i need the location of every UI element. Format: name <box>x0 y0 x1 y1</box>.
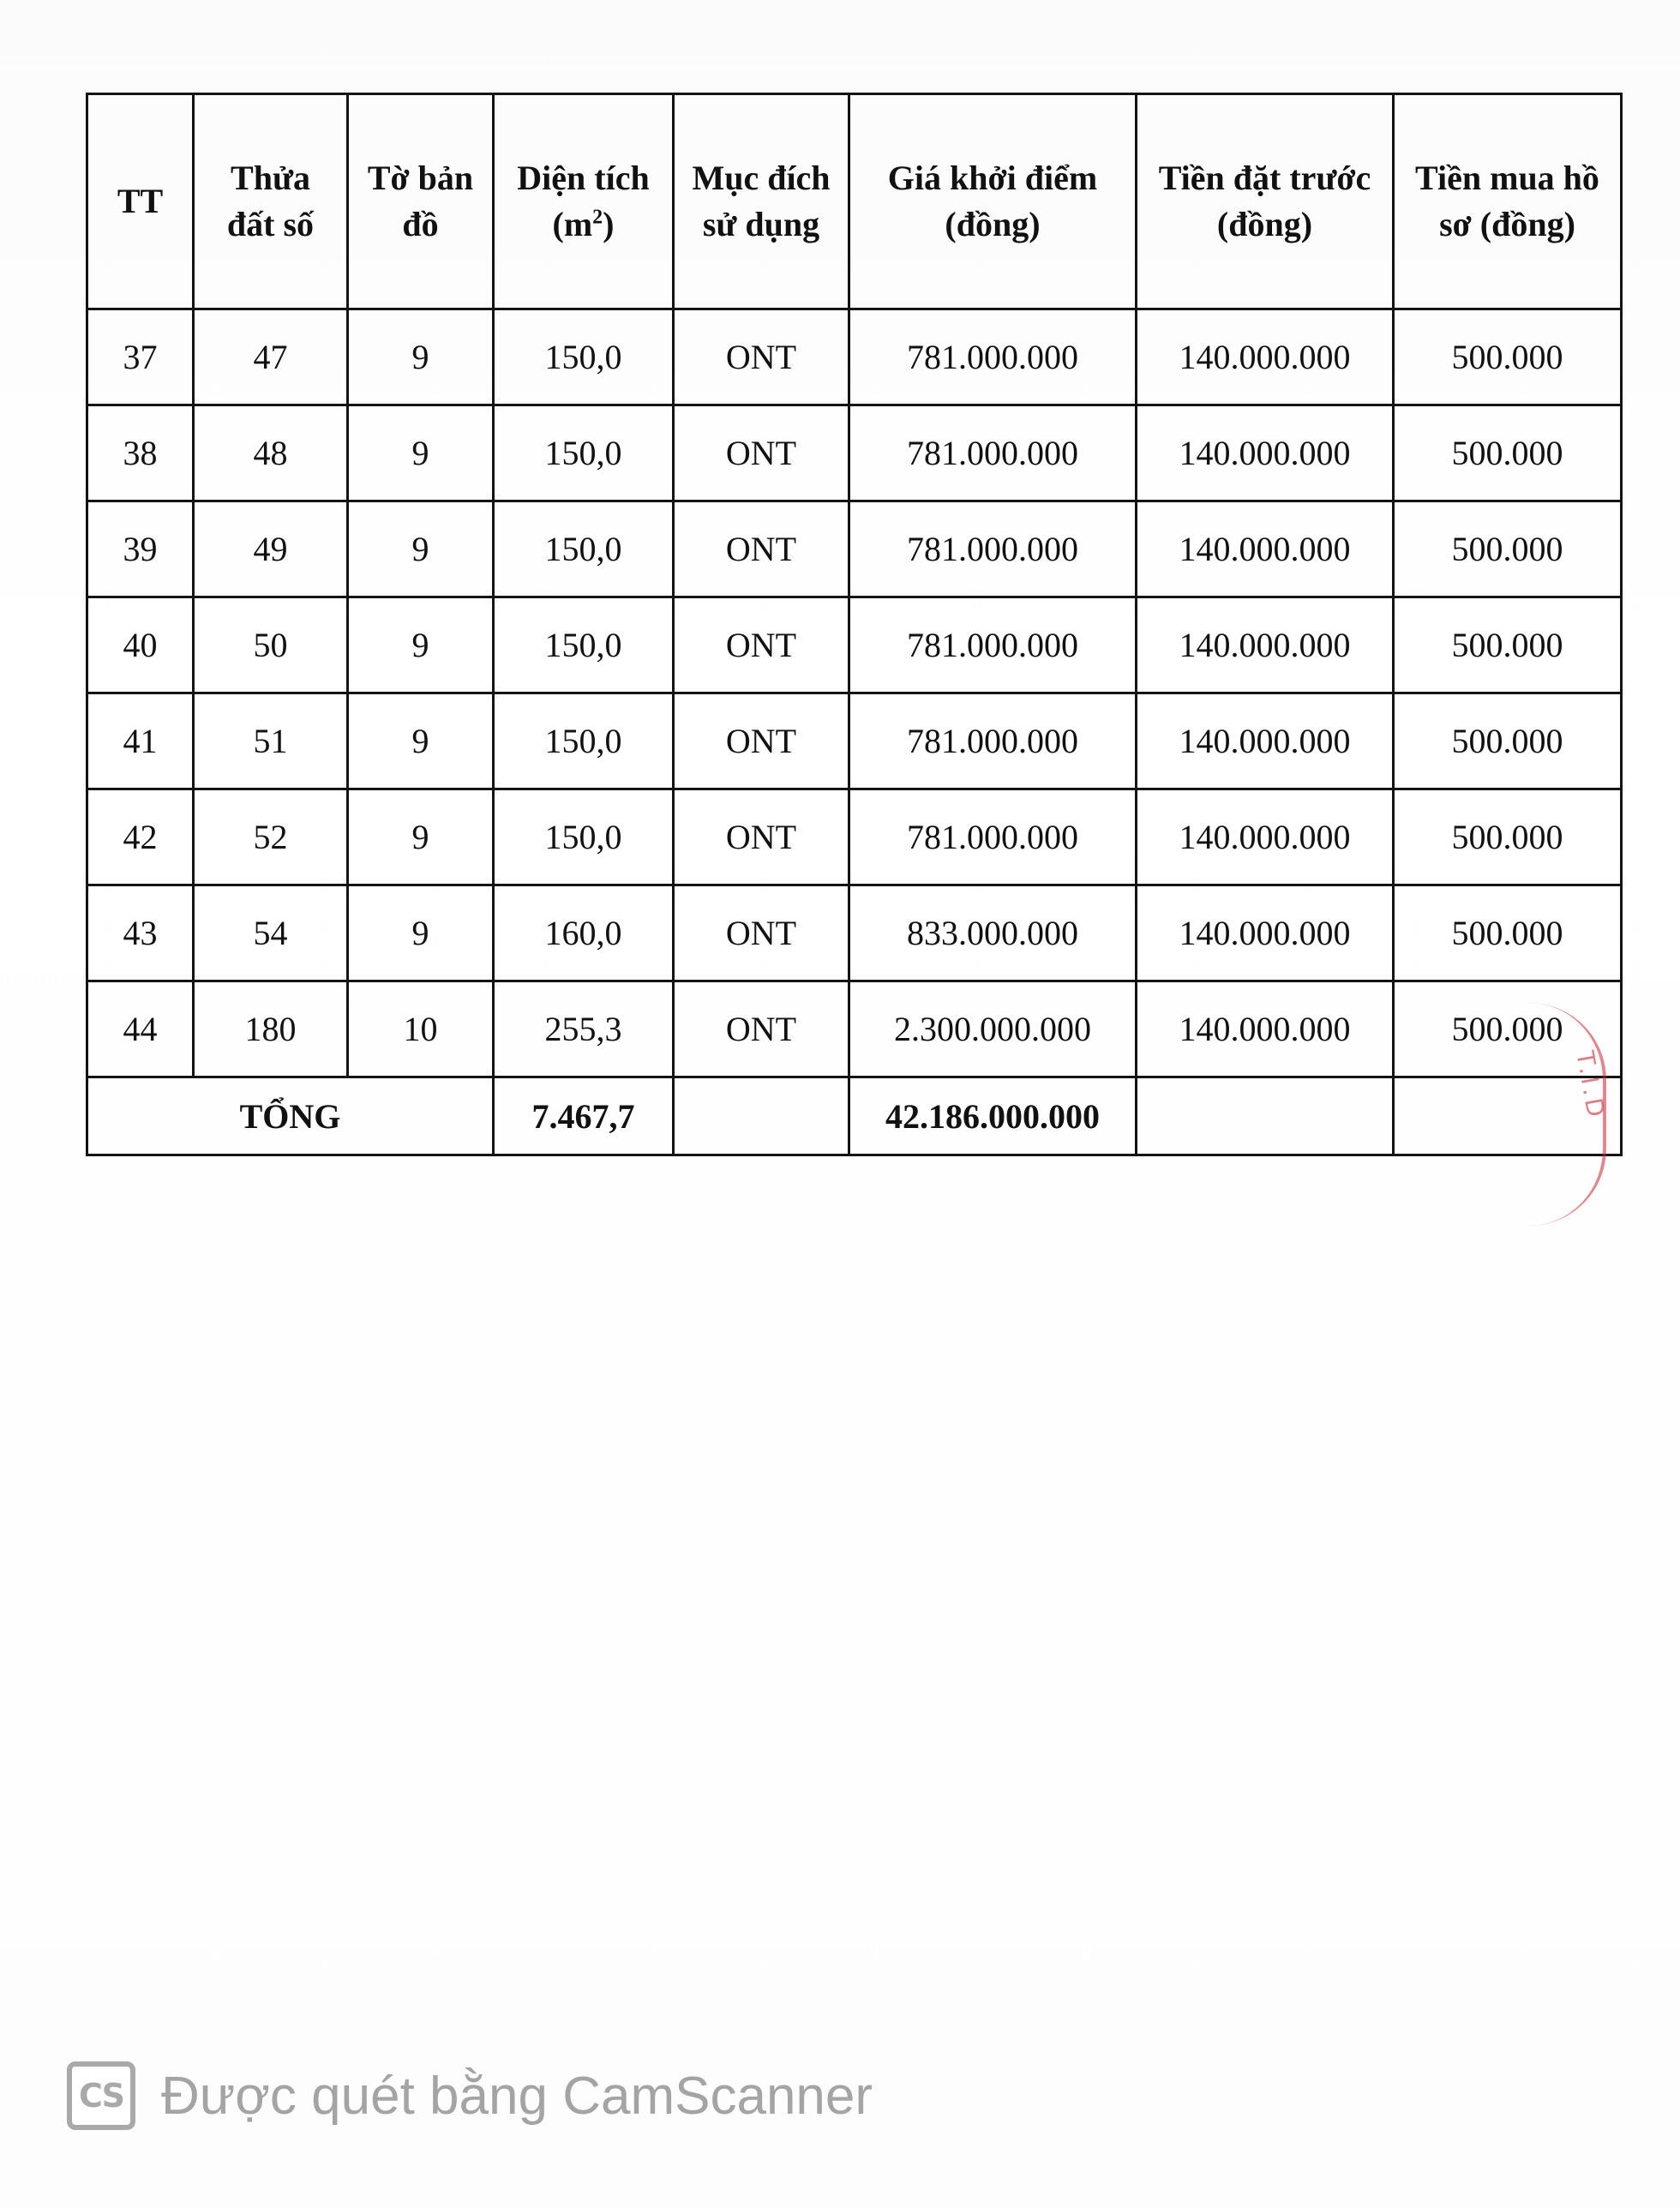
total-deposit-empty <box>1137 1077 1394 1155</box>
cell-tt: 38 <box>87 405 194 501</box>
total-label: TỔNG <box>87 1077 494 1155</box>
cell-deposit: 140.000.000 <box>1137 309 1394 405</box>
cell-plot: 50 <box>194 597 348 693</box>
total-row <box>87 1077 1622 1155</box>
header-deposit: Tiền đặt trước (đồng) <box>1137 94 1394 309</box>
cell-plot: 180 <box>194 981 348 1077</box>
cell-deposit: 140.000.000 <box>1137 885 1394 981</box>
cell-start-price: 781.000.000 <box>849 501 1137 597</box>
cell-deposit: 140.000.000 <box>1137 597 1394 693</box>
cell-map-sheet: 9 <box>348 309 494 405</box>
table-body <box>87 309 1622 1077</box>
cell-area: 150,0 <box>494 405 674 501</box>
stamp-seal-text: T.I.D <box>1570 1048 1611 1123</box>
header-area-label: Diện tích <box>517 159 650 197</box>
cell-map-sheet: 9 <box>348 885 494 981</box>
table-row <box>87 405 1622 501</box>
cell-plot: 49 <box>194 501 348 597</box>
table-row <box>87 885 1622 981</box>
cell-dossier-fee: 500.000 <box>1394 981 1622 1077</box>
cell-area: 255,3 <box>494 981 674 1077</box>
header-start-price: Giá khởi điểm (đồng) <box>849 94 1137 309</box>
cell-tt: 40 <box>87 597 194 693</box>
cell-usage: ONT <box>674 501 849 597</box>
cell-usage: ONT <box>674 597 849 693</box>
cell-usage: ONT <box>674 885 849 981</box>
cell-plot: 48 <box>194 405 348 501</box>
cell-dossier-fee: 500.000 <box>1394 693 1622 789</box>
header-area-unit: $(m^2)$ <box>552 205 615 243</box>
cell-area: 160,0 <box>494 885 674 981</box>
cell-area: 150,0 <box>494 789 674 885</box>
cell-deposit: 140.000.000 <box>1137 501 1394 597</box>
table-row <box>87 981 1622 1077</box>
cell-tt: 39 <box>87 501 194 597</box>
total-start-price: 42.186.000.000 <box>849 1077 1137 1155</box>
cell-deposit: 140.000.000 <box>1137 981 1394 1077</box>
cell-area: 150,0 <box>494 501 674 597</box>
cell-usage: ONT <box>674 693 849 789</box>
cell-map-sheet: 9 <box>348 405 494 501</box>
cell-tt: 43 <box>87 885 194 981</box>
cell-deposit: 140.000.000 <box>1137 405 1394 501</box>
table-footer <box>87 1077 1622 1155</box>
total-usage-empty <box>674 1077 849 1155</box>
cell-plot: 52 <box>194 789 348 885</box>
cell-map-sheet: 9 <box>348 501 494 597</box>
cell-usage: ONT <box>674 789 849 885</box>
header-dossier-fee: Tiền mua hồ sơ (đồng) <box>1394 94 1622 309</box>
table-row <box>87 597 1622 693</box>
cell-area: 150,0 <box>494 597 674 693</box>
cell-map-sheet: 9 <box>348 693 494 789</box>
header-row <box>87 94 1622 309</box>
header-usage: Mục đích sử dụng <box>674 94 849 309</box>
total-area: 7.467,7 <box>494 1077 674 1155</box>
header-area <box>494 94 674 309</box>
cell-tt: 37 <box>87 309 194 405</box>
cell-deposit: 140.000.000 <box>1137 789 1394 885</box>
camscanner-watermark <box>67 2057 873 2134</box>
cell-map-sheet: 9 <box>348 789 494 885</box>
cell-tt: 42 <box>87 789 194 885</box>
cell-deposit: 140.000.000 <box>1137 693 1394 789</box>
header-plot: Thửa đất số <box>194 94 348 309</box>
table-row <box>87 789 1622 885</box>
cell-start-price: 781.000.000 <box>849 309 1137 405</box>
cell-dossier-fee: 500.000 <box>1394 501 1622 597</box>
header-map-sheet: Tờ bản đồ <box>348 94 494 309</box>
cell-start-price: 2.300.000.000 <box>849 981 1137 1077</box>
cell-tt: 44 <box>87 981 194 1077</box>
cell-usage: ONT <box>674 981 849 1077</box>
cell-start-price: 833.000.000 <box>849 885 1137 981</box>
cell-tt: 41 <box>87 693 194 789</box>
camscanner-watermark-text: Được quét bằng CamScanner <box>161 2066 873 2126</box>
cell-start-price: 781.000.000 <box>849 693 1137 789</box>
cell-plot: 54 <box>194 885 348 981</box>
cell-dossier-fee: 500.000 <box>1394 597 1622 693</box>
table-row <box>87 309 1622 405</box>
table-row <box>87 693 1622 789</box>
table-header <box>87 94 1622 309</box>
camscanner-logo-icon: CS <box>67 2061 135 2130</box>
header-tt: TT <box>87 94 194 309</box>
cell-start-price: 781.000.000 <box>849 405 1137 501</box>
cell-plot: 47 <box>194 309 348 405</box>
cell-dossier-fee: 500.000 <box>1394 405 1622 501</box>
cell-start-price: 781.000.000 <box>849 597 1137 693</box>
cell-usage: ONT <box>674 405 849 501</box>
land-auction-table <box>86 93 1623 1156</box>
cell-dossier-fee: 500.000 <box>1394 885 1622 981</box>
cell-area: 150,0 <box>494 693 674 789</box>
cell-start-price: 781.000.000 <box>849 789 1137 885</box>
cell-dossier-fee: 500.000 <box>1394 309 1622 405</box>
cell-map-sheet: 10 <box>348 981 494 1077</box>
cell-usage: ONT <box>674 309 849 405</box>
cell-plot: 51 <box>194 693 348 789</box>
cell-map-sheet: 9 <box>348 597 494 693</box>
cell-area: 150,0 <box>494 309 674 405</box>
table-row <box>87 501 1622 597</box>
cell-dossier-fee: 500.000 <box>1394 789 1622 885</box>
